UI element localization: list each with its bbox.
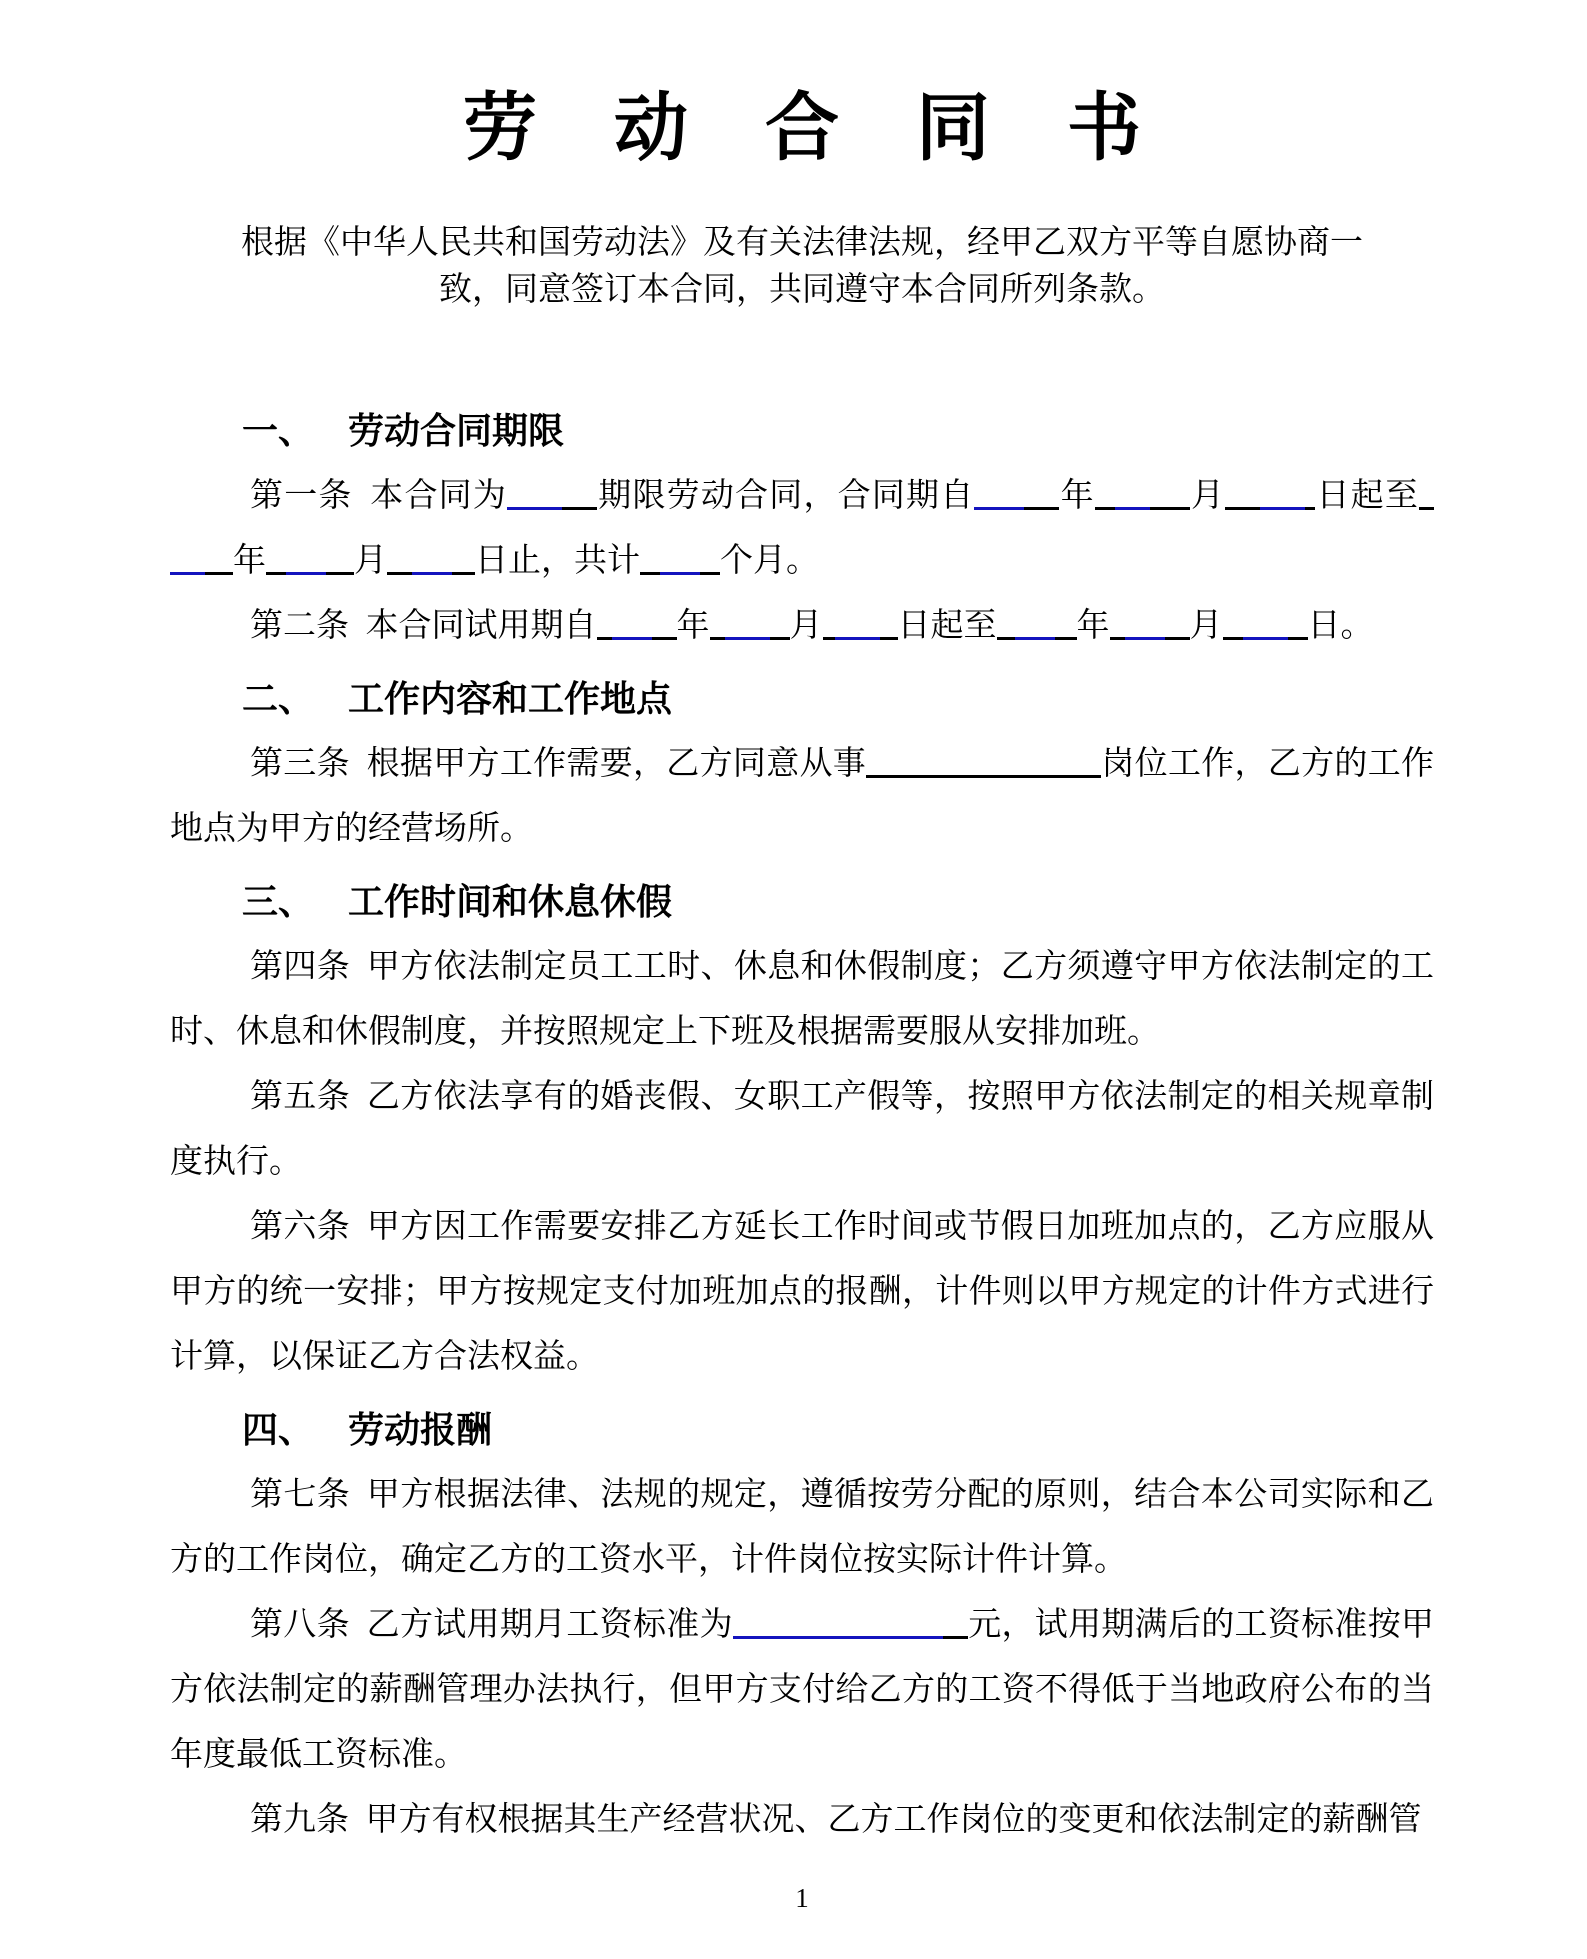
blank-underline bbox=[733, 1606, 943, 1639]
intro-line: 致，同意签订本合同，共同遵守本合同所列条款。 bbox=[439, 272, 1165, 308]
section-heading bbox=[170, 399, 1434, 464]
clause-text: 元，试用期满后的工资标准按甲方依法制定的薪酬管理办法执行，但甲方支付给乙方的工资不得低于当地政府公布的当年度最低工资标准。 bbox=[170, 1607, 1435, 1773]
blank-underline bbox=[1015, 607, 1055, 640]
contract-page bbox=[170, 0, 1434, 1918]
blank-underline bbox=[700, 542, 720, 575]
clause-paragraph bbox=[170, 1195, 1434, 1390]
blank-underline bbox=[974, 477, 1024, 510]
section-title: 工作内容和工作地点 bbox=[348, 679, 673, 719]
blank-underline bbox=[1288, 607, 1308, 640]
clause-paragraph bbox=[170, 1065, 1434, 1195]
blank-underline bbox=[1095, 477, 1115, 510]
blank-underline bbox=[997, 607, 1015, 640]
page-footer bbox=[170, 1878, 1434, 1918]
section-heading bbox=[170, 667, 1434, 732]
blank-underline bbox=[943, 1606, 968, 1639]
blank-underline bbox=[823, 607, 835, 640]
blank-underline bbox=[1165, 607, 1190, 640]
blank-underline bbox=[1150, 477, 1190, 510]
blank-underline bbox=[725, 607, 770, 640]
blank-underline bbox=[652, 607, 677, 640]
section-number: 二、 bbox=[242, 679, 315, 719]
blank-underline bbox=[387, 542, 412, 575]
document-body bbox=[170, 399, 1434, 1853]
clause-text: 月 bbox=[1189, 478, 1226, 514]
blank-underline bbox=[1225, 477, 1260, 510]
clause-text: 日。 bbox=[1307, 608, 1374, 644]
clause-text: 日止，共计 bbox=[475, 543, 640, 579]
clause-text: 年 bbox=[233, 543, 266, 579]
section-title: 劳动报酬 bbox=[348, 1410, 493, 1450]
clause-paragraph bbox=[170, 1593, 1434, 1788]
clause-paragraph bbox=[170, 732, 1434, 862]
clause-text: 岗位工作，乙方的工作地点为甲方的经营场所。 bbox=[170, 746, 1435, 847]
blank-underline bbox=[1419, 477, 1434, 510]
blank-underline bbox=[866, 745, 1101, 778]
blank-underline bbox=[1055, 607, 1077, 640]
clause-text: 第七条 甲方根据法律、法规的规定，遵循按劳分配的原则，结合本公司实际和乙方的工作岗位，确定乙方的工资水平，计件岗位按实际计件计算。 bbox=[170, 1477, 1434, 1578]
blank-underline bbox=[170, 542, 205, 575]
clause-paragraph bbox=[170, 464, 1434, 594]
clause-text: 第二条 本合同试用期自 bbox=[250, 608, 597, 644]
intro-line: 根据《中华人民共和国劳动法》及有关法律法规，经甲乙双方平等自愿协商一 bbox=[241, 225, 1363, 261]
blank-underline bbox=[1125, 607, 1165, 640]
section-heading bbox=[170, 1398, 1434, 1463]
clause-text: 第九条 甲方有权根据其生产经营状况、乙方工作岗位的变更和依法制定的薪酬管 bbox=[250, 1802, 1422, 1838]
clause-text: 第八条 乙方试用期月工资标准为 bbox=[250, 1607, 733, 1643]
blank-underline bbox=[597, 607, 612, 640]
blank-underline bbox=[412, 542, 452, 575]
section-number: 一、 bbox=[242, 411, 315, 451]
section-heading bbox=[170, 870, 1434, 935]
blank-underline bbox=[880, 607, 898, 640]
clause-text: 第四条 甲方依法制定员工工时、休息和休假制度；乙方须遵守甲方依法制定的工时、休息和休假制度，并按照规定上下班及根据需要服从安排加班。 bbox=[170, 949, 1434, 1050]
clause-text: 月 bbox=[789, 608, 823, 644]
clause-text: 月 bbox=[1189, 608, 1223, 644]
blank-underline bbox=[1260, 477, 1305, 510]
blank-underline bbox=[507, 477, 562, 510]
clause-paragraph bbox=[170, 594, 1434, 659]
blank-underline bbox=[562, 477, 597, 510]
blank-underline bbox=[710, 607, 725, 640]
clause-text: 第三条 根据甲方工作需要，乙方同意从事 bbox=[250, 746, 867, 782]
blank-underline bbox=[1110, 607, 1125, 640]
intro-paragraph bbox=[170, 220, 1434, 314]
blank-underline bbox=[770, 607, 790, 640]
clause-text: 个月。 bbox=[720, 543, 819, 579]
clause-text: 日起至 bbox=[1315, 478, 1420, 514]
section-number: 四、 bbox=[242, 1410, 315, 1450]
section-number: 三、 bbox=[242, 882, 315, 922]
clause-paragraph bbox=[170, 1463, 1434, 1593]
section-title: 工作时间和休息休假 bbox=[348, 882, 673, 922]
clause-text: 第五条 乙方依法享有的婚丧假、女职工产假等，按照甲方依法制定的相关规章制度执行。 bbox=[170, 1079, 1434, 1180]
blank-underline bbox=[266, 542, 286, 575]
document-title: 劳动合同书 bbox=[463, 86, 1218, 169]
blank-underline bbox=[1305, 477, 1315, 510]
blank-underline bbox=[452, 542, 475, 575]
blank-underline bbox=[835, 607, 880, 640]
blank-underline bbox=[1024, 477, 1059, 510]
blank-underline bbox=[205, 542, 233, 575]
blank-underline bbox=[326, 542, 354, 575]
blank-underline bbox=[612, 607, 652, 640]
clause-text: 第六条 甲方因工作需要安排乙方延长工作时间或节假日加班加点的，乙方应服从甲方的统一安排；甲方按规定支付加班加点的报酬，计件则以甲方规定的计件方式进行计算，以保证乙方合法权益。 bbox=[170, 1209, 1434, 1375]
section-title: 劳动合同期限 bbox=[348, 411, 565, 451]
blank-underline bbox=[640, 542, 660, 575]
blank-underline bbox=[660, 542, 700, 575]
clause-text: 月 bbox=[354, 543, 387, 579]
clause-text: 年 bbox=[676, 608, 710, 644]
blank-underline bbox=[1115, 477, 1150, 510]
clause-text: 日起至 bbox=[897, 608, 997, 644]
page-number: 1 bbox=[795, 1883, 809, 1913]
clause-text: 年 bbox=[1059, 478, 1095, 514]
blank-underline bbox=[1223, 607, 1243, 640]
blank-underline bbox=[1243, 607, 1288, 640]
blank-underline bbox=[286, 542, 326, 575]
clause-text: 期限劳动合同，合同期自 bbox=[597, 478, 975, 514]
clause-paragraph bbox=[170, 1788, 1434, 1853]
clause-text: 第一条 本合同为 bbox=[250, 478, 508, 514]
clause-text: 年 bbox=[1076, 608, 1110, 644]
clause-paragraph bbox=[170, 935, 1434, 1065]
